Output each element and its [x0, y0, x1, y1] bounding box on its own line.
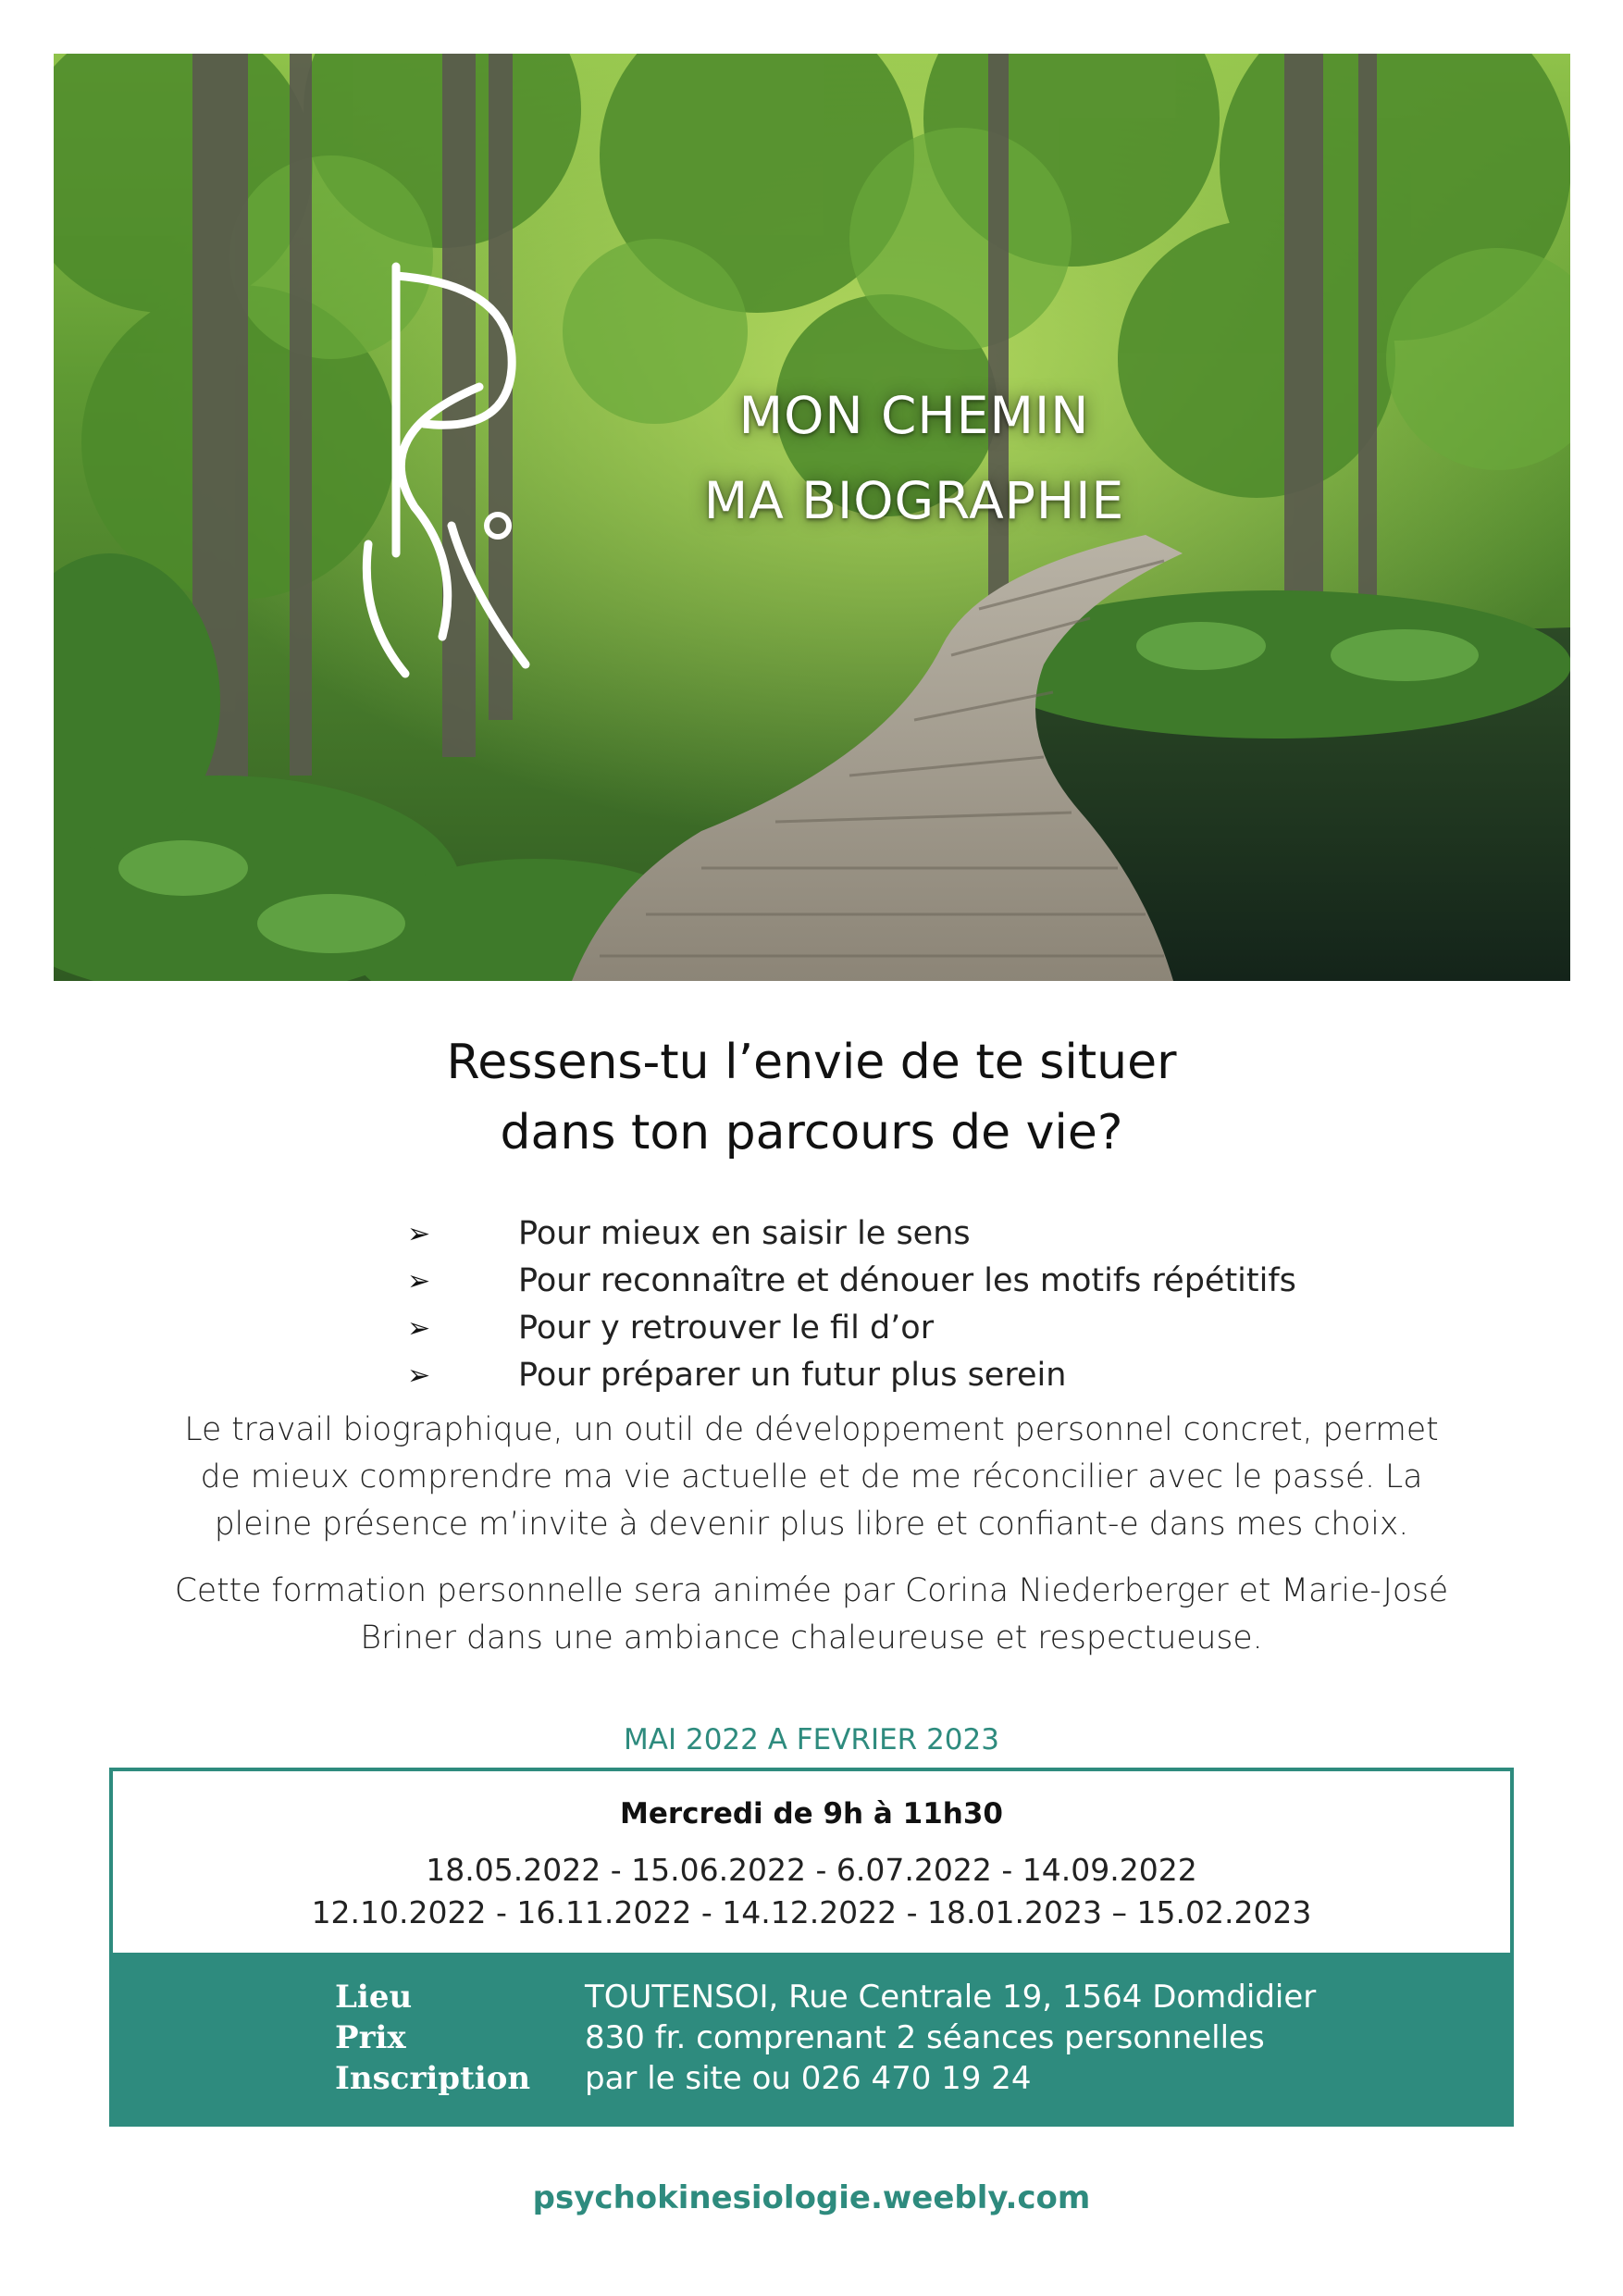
info-label: Prix: [335, 2019, 406, 2056]
schedule-dates-section: [113, 1771, 1510, 1953]
arrow-bullet-icon: ➢: [407, 1312, 431, 1345]
schedule-dates: [113, 1849, 1510, 1934]
paragraph-line: Cette formation personnelle sera animée par Corina Niederberger et Marie-José: [174, 1572, 1449, 1609]
paragraph-line: de mieux comprendre ma vie actuelle et de me réconcilier avec le passé. La: [200, 1458, 1423, 1496]
schedule-box: [109, 1768, 1514, 2127]
hero-title-line1: MON CHEMIN: [738, 386, 1090, 445]
list-item-text: Pour reconnaître et dénouer les motifs répétitifs: [518, 1262, 1296, 1299]
description-paragraph: [111, 1407, 1512, 1548]
arrow-bullet-icon: ➢: [407, 1218, 431, 1250]
facilitators-paragraph: [111, 1568, 1512, 1662]
paragraph-line: Le travail biographique, un outil de développement personnel concret, permet: [184, 1411, 1439, 1448]
paragraph-line: Briner dans une ambiance chaleureuse et respectueuse.: [360, 1620, 1263, 1657]
arrow-bullet-icon: ➢: [407, 1359, 431, 1392]
info-label: Inscription: [335, 2060, 531, 2097]
benefits-list: [407, 1210, 1425, 1399]
info-row-lieu: [335, 1977, 1316, 2017]
dates-line1: 18.05.2022 - 15.06.2022 - 6.07.2022 - 14.09.2022: [426, 1852, 1197, 1888]
list-item: [407, 1305, 1425, 1352]
info-value: par le site ou 026 470 19 24: [585, 2060, 1032, 2097]
info-row-inscription: [335, 2058, 1032, 2099]
schedule-day: Mercredi de 9h à 11h30: [620, 1797, 1003, 1831]
hero-image: [54, 54, 1570, 981]
list-item-text: Pour mieux en saisir le sens: [518, 1215, 971, 1252]
info-value: 830 fr. comprenant 2 séances personnelles: [585, 2019, 1265, 2056]
info-label: Lieu: [335, 1979, 413, 2016]
list-item: [407, 1210, 1425, 1258]
hero-title-line2: MA BIOGRAPHIE: [703, 471, 1125, 530]
headline-line1: Ressens-tu l’envie de te situer: [446, 1035, 1177, 1090]
info-value: TOUTENSOI, Rue Centrale 19, 1564 Domdidier: [585, 1979, 1317, 2016]
list-item-text: Pour préparer un futur plus serein: [518, 1357, 1067, 1394]
list-item: [407, 1258, 1425, 1305]
headline: [167, 1027, 1456, 1168]
list-item: [407, 1352, 1425, 1399]
website-link[interactable]: psychokinesiologie.weebly.com: [532, 2179, 1091, 2216]
paragraph-line: pleine présence m’invite à devenir plus libre et confiant-e dans mes choix.: [214, 1506, 1409, 1543]
hero-title: [627, 373, 1201, 543]
headline-line2: dans ton parcours de vie?: [500, 1105, 1123, 1160]
arrow-bullet-icon: ➢: [407, 1265, 431, 1297]
info-section: [113, 1953, 1510, 2123]
info-row-prix: [335, 2017, 1265, 2058]
list-item-text: Pour y retrouver le fil d’or: [518, 1309, 935, 1347]
dates-line2: 12.10.2022 - 16.11.2022 - 14.12.2022 - 18.01.2023 – 15.02.2023: [311, 1894, 1312, 1930]
period-heading: MAI 2022 A FEVRIER 2023: [624, 1723, 999, 1756]
psr-logo-icon: [341, 248, 581, 683]
